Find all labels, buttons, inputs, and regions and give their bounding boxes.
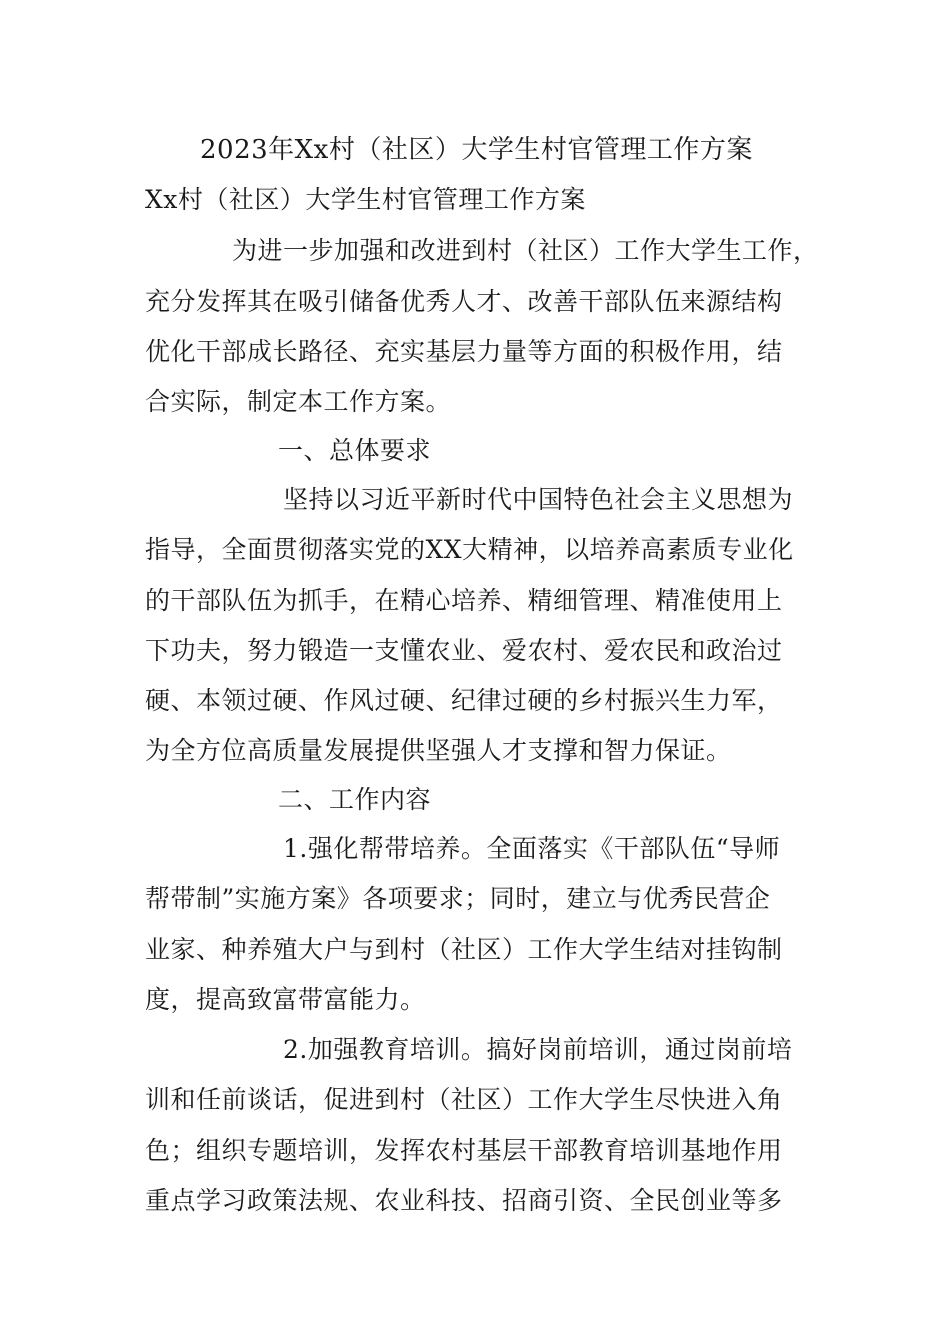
paragraph-line: 充分发挥其在吸引储备优秀人才、改善干部队伍来源结构 xyxy=(145,287,783,316)
paragraph-line: 的干部队伍为抓手，在精心培养、精细管理、精准使用上 xyxy=(145,586,783,615)
paragraph-line: 2.加强教育培训。搞好岗前培训，通过岗前培 xyxy=(283,1035,793,1064)
paragraph-line: 为全方位高质量发展提供坚强人才支撑和智力保证。 xyxy=(145,736,732,765)
paragraph-line: 重点学习政策法规、农业科技、招商引资、全民创业等多 xyxy=(145,1186,783,1215)
paragraph-line: 1.强化帮带培养。全面落实《干部队伍“导师 xyxy=(283,834,781,863)
document-subtitle: Xx村（社区）大学生村官管理工作方案 xyxy=(145,185,586,214)
paragraph-line: 为进一步加强和改进到村（社区）工作大学生工作， xyxy=(232,236,819,265)
paragraph-line: 下功夫，努力锻造一支懂农业、爱农村、爱农民和政治过 xyxy=(145,636,783,665)
document-title: 2023年Xx村（社区）大学生村官管理工作方案 xyxy=(200,135,753,165)
paragraph-line: 色；组织专题培训，发挥农村基层干部教育培训基地作用 xyxy=(145,1136,783,1165)
paragraph-line: 硬、本领过硬、作风过硬、纪律过硬的乡村振兴生力军， xyxy=(145,686,783,715)
paragraph-line: 训和任前谈话，促进到村（社区）工作大学生尽快进入角 xyxy=(145,1085,783,1114)
paragraph-line: 度，提高致富带富能力。 xyxy=(145,985,426,1014)
paragraph-line: 指导，全面贯彻落实党的XX大精神，以培养高素质专业化 xyxy=(145,535,794,564)
paragraph-line: 帮带制”实施方案》各项要求；同时，建立与优秀民营企 xyxy=(145,884,771,913)
paragraph-line: 坚持以习近平新时代中国特色社会主义思想为 xyxy=(283,485,794,514)
paragraph-line: 优化干部成长路径、充实基层力量等方面的积极作用，结 xyxy=(145,337,783,366)
section-heading: 二、工作内容 xyxy=(278,785,432,814)
paragraph-line: 合实际，制定本工作方案。 xyxy=(145,387,452,416)
section-heading: 一、总体要求 xyxy=(278,436,432,465)
paragraph-line: 业家、种养殖大户与到村（社区）工作大学生结对挂钩制 xyxy=(145,935,783,964)
